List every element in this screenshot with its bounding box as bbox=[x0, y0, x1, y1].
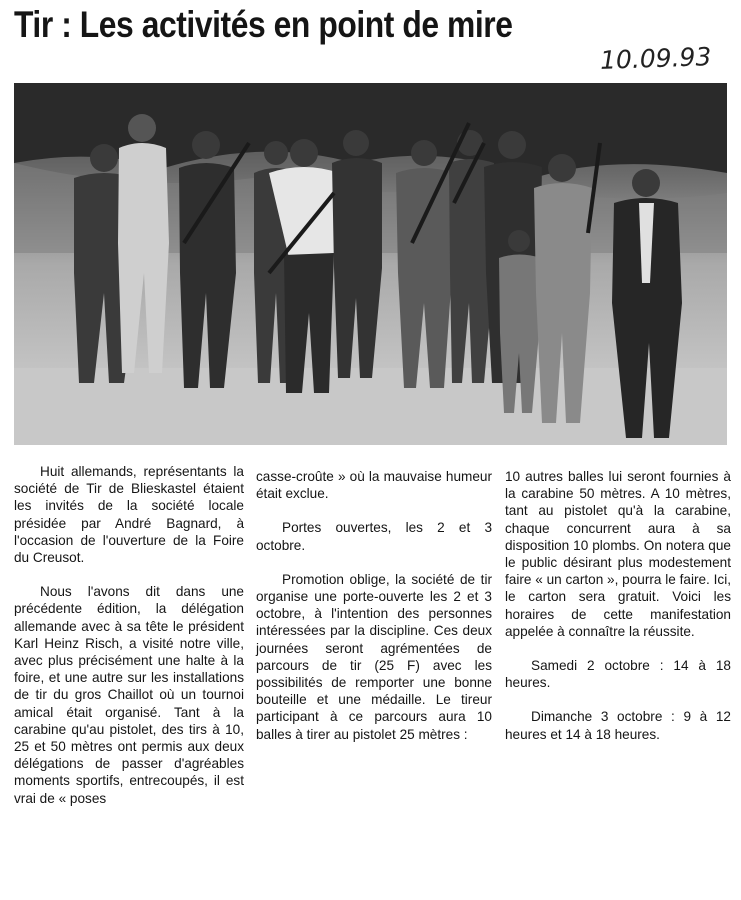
handwritten-date: 10.09.93 bbox=[599, 42, 712, 75]
paragraph: 10 autres balles lui seront fournies à la carabine 50 mètres. A 10 mètres, tant au pistolet qu'à la carabine, chaque concurrent aura à sa disposition 10 plombs. On notera que le public désirant plus modestement faire « un carton », pourra le faire. Ici, le carton sera gratuit. Voici les horaires de cette manifestation appelée à connaître la réussite. bbox=[505, 469, 731, 639]
subheading: Portes ouvertes, les 2 et 3 octobre. bbox=[256, 520, 492, 553]
paragraph: Promotion oblige, la société de tir organise une porte-ouverte les 2 et 3 octobre, à l'intention des personnes intéressées par la discipline. Ces deux journées seront agrémentées de parcours de tir (25 F) avec les possibilités de remporter une bonne bouteille et une médaille. Le tireur participant à ce parcours aura 10 balles à tirer au pistolet 25 mètres : bbox=[256, 571, 492, 742]
article-column-2 bbox=[256, 468, 492, 760]
paragraph: Huit allemands, représentants la société de Tir de Blieskastel étaient les invités de la société locale présidée par André Bagnard, à l'occasion de l'ouverture de la Foire du Creusot. bbox=[14, 464, 244, 566]
headline: Tir : Les activités en point de mire bbox=[14, 4, 513, 45]
article-column-3 bbox=[505, 468, 731, 760]
group-photo bbox=[14, 83, 727, 445]
paragraph: Nous l'avons dit dans une précédente édition, la délégation allemande avec à sa tête le président Karl Heinz Risch, a visité notre ville, avec plus précisément une halte à la foire, et une autre sur les installations de tir du gros Chaillot où un tournoi amical était organisé. Tant à la carabine qu'au pistolet, des tirs à 10, 25 et 50 mètres ont permis aux deux délégations de passer d'agréables moments sportifs, entrecoupés, il est vrai de « poses bbox=[14, 584, 244, 806]
article-column-1 bbox=[14, 463, 244, 824]
schedule-saturday: Samedi 2 octobre : 14 à 18 heures. bbox=[505, 658, 731, 691]
group-photo-image bbox=[14, 83, 727, 445]
schedule-sunday: Dimanche 3 octobre : 9 à 12 heures et 14 à 18 heures. bbox=[505, 709, 731, 742]
paragraph: casse-croûte » où la mauvaise humeur était exclue. bbox=[256, 469, 492, 502]
